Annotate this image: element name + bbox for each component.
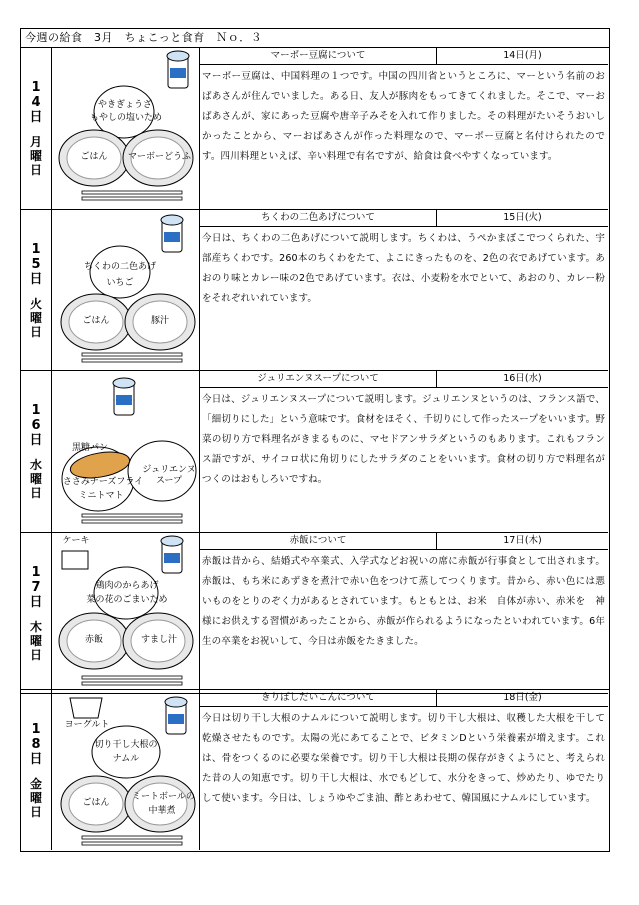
milk-bottle-icon [161,536,183,573]
milk-bottle-icon [113,378,135,415]
topic-title: 赤飯について [200,533,437,549]
day-num-digit: 5 [31,256,41,272]
day-row-17 [21,533,608,694]
meal-illustration [52,690,200,850]
chopsticks-icon [82,676,182,685]
food-label: ごはん [82,316,110,326]
food-label: 黒糖パン [71,443,108,453]
weekday-char: 曜 [29,310,42,325]
day-num-digit: 7 [31,579,41,595]
food-label: 豚汁 [150,316,169,326]
milk-bottle-icon [161,215,183,252]
food-label: ケーキ [62,536,90,546]
weekday-char: 曜 [29,149,42,163]
day-num-unit: 日 [29,110,43,125]
topic-date: 14日(月) [503,50,542,61]
side-plate-icon [92,726,160,778]
weekday-char: 日 [29,486,42,500]
weekday-char: 水 [29,458,42,472]
day-label [21,210,52,370]
day-num-digit: 4 [31,95,41,110]
weekday-char: 火 [29,296,42,311]
meal-drawing [52,48,199,208]
food-label: 赤飯 [84,635,103,645]
food-label: ヨーグルト [64,720,110,730]
weekday-char: 金 [29,776,42,791]
info-panel [200,48,608,209]
day-label [21,533,52,693]
food-label: ミニトマト [78,491,124,501]
milk-bottle-icon [165,697,187,734]
day-num-unit: 日 [29,594,43,610]
food-label: 中華煮 [148,806,176,816]
weekday-char: 日 [29,647,42,662]
topic-title: ちくわの二色あげについて [200,210,437,226]
info-panel [200,690,608,850]
food-label: 切り干し大根の [94,740,158,750]
side-plate-icon [94,86,154,138]
weekday-char: 木 [29,619,42,634]
food-label: ささみチーズフライ [62,477,144,487]
weekday-char: 月 [29,135,42,149]
chopsticks-icon [82,191,182,200]
chopsticks-icon [82,353,182,362]
day-num-unit: 日 [29,433,43,448]
weekday-char: 日 [29,804,42,819]
meal-drawing [52,690,199,850]
food-label: 鶏肉のからあげ [95,581,159,591]
meal-illustration [52,48,200,209]
day-label [21,371,52,532]
food-label: ミートボールの [132,792,195,802]
info-panel [200,371,608,532]
weekday-char: 日 [29,324,42,339]
info-panel [200,533,608,693]
day-num-unit: 日 [29,271,43,287]
food-label: いちご [106,278,134,288]
day-row-15 [21,210,608,371]
day-num-digit: 1 [31,564,41,580]
day-num-digit: 8 [31,736,41,752]
topic-text: マーボー豆腐は、中国料理の１つです。中国の四川省というところに、マーという名前のおばあさんが住んでいました。ある日、友人が豚肉をもってきてくれました。そこで、マーおばあさんが、家にあった豆腐や唐辛子みそを入れて作りました。その料理がたいそうおいしかったことから、マーおばあさんが作った料理なので、マーボー豆腐と名付けられたのです。四川料理といえば、辛い料理で有名ですが、給食は食べやすくなっています。 [202,71,605,162]
topic-title: きりぼしだいこんについて [200,690,437,706]
topic-title: マーボー豆腐について [200,48,437,64]
cake-box-icon [62,551,88,569]
meal-illustration [52,533,200,693]
topic-date: 16日(水) [503,373,542,384]
menu-sheet-continued [20,689,610,852]
meal-drawing [52,210,199,370]
food-label: もやしの塩いため [90,113,163,123]
sheet-title: 今週の給食 3月 ちょこっと食育 Ｎｏ．３ [21,29,609,48]
meal-illustration [52,210,200,370]
day-num-digit: 1 [31,80,41,95]
weekday-char: 曜 [29,633,42,648]
day-row-18 [21,690,608,850]
yogurt-cup-icon [70,698,102,718]
menu-sheet [20,28,610,690]
topic-date: 17日(木) [503,535,542,546]
food-label: ごはん [82,798,110,808]
milk-bottle-icon [167,51,189,88]
day-row-16 [21,371,608,533]
food-label: ナムル [112,754,140,764]
food-label: 菜の花のごまいため [86,595,168,605]
day-num-digit: 1 [31,403,41,418]
chopsticks-icon [82,836,182,845]
day-num-digit: 1 [31,721,41,737]
day-label [21,690,52,850]
topic-text: 今日は、ジュリエンヌスープについて説明します。ジュリエンヌというのは、フランス語で、「細切りにした」という意味です。食材をほそく、千切りにして作ったスープをいいます。野菜の切り方で料理名がきまるものに、マセドアンサラダというのもあります。これもフランス語ですが、サイコロ状に角切りにしたサラダのことをいいます。食材の切り方で料理名がつくのはおもしろいですね。 [202,394,605,485]
topic-text: 赤飯は昔から、結婚式や卒業式、入学式などお祝いの席に赤飯が行事食として出されます。赤飯は、もち米にあずきを煮汁で赤い色をつけて蒸してつくります。昔から、赤い色には悪いものをとりのぞく力があるとされています。もともとは、お米 自体が赤い、赤米を 神様にお供えする習慣があったことから、赤飯が作られるようになったといわれています。6年生の卒業をお祝いして、今日は赤飯をたきました。 [202,556,605,647]
topic-date: 18日(金) [503,692,542,703]
weekday-char: 日 [29,163,42,177]
day-num-digit: 6 [31,418,41,433]
side-plate-icon [94,567,158,619]
food-label: ちくわの二色あげ [84,262,157,272]
meal-drawing [52,533,199,693]
food-label: マーボーどうふ [128,152,192,162]
meal-illustration [52,371,200,532]
weekday-char: 曜 [29,790,42,805]
food-label: ジュリエンヌスープ [142,465,196,486]
food-label: やきぎょうざ [97,100,152,110]
weekday-char: 曜 [29,472,42,486]
topic-text: 今日は、ちくわの二色あげについて説明します。ちくわは、うぺかまぼこでつくられた、宇部産ちくわです。260本のちくわをたて、よこにきったものを、2色の衣であげています。あおのり味とカレー味の2色であげています。衣は、小麦粉を水でといて、あおのり、カレー粉をそれぞれいれています。 [202,233,605,304]
topic-text: 今日は切り干し大根のナムルについて説明します。切り干し大根は、収穫した大根を干して乾燥させたものです。太陽の光にあてることで、ビタミンDという栄養素が増えます。これは、骨をつくるのに必要な栄養です。切り干し大根は長期の保存がきくようにと、考えられた昔の人の知恵です。切り干し大根は、水でもどして、水分をきって、炒めたり、ゆでたりして使います。今日は、しょうゆやごま油、酢とあわせて、韓国風にナムルにしています。 [202,713,605,804]
day-num-digit: 1 [31,241,41,257]
food-label: すまし汁 [140,635,177,645]
info-panel [200,210,608,370]
topic-date: 15日(火) [503,212,542,223]
food-label: ごはん [80,152,108,162]
day-row-14 [21,48,608,210]
chopsticks-icon [82,514,182,523]
day-label [21,48,52,209]
topic-title: ジュリエンヌスープについて [200,371,437,387]
day-num-unit: 日 [29,751,43,767]
